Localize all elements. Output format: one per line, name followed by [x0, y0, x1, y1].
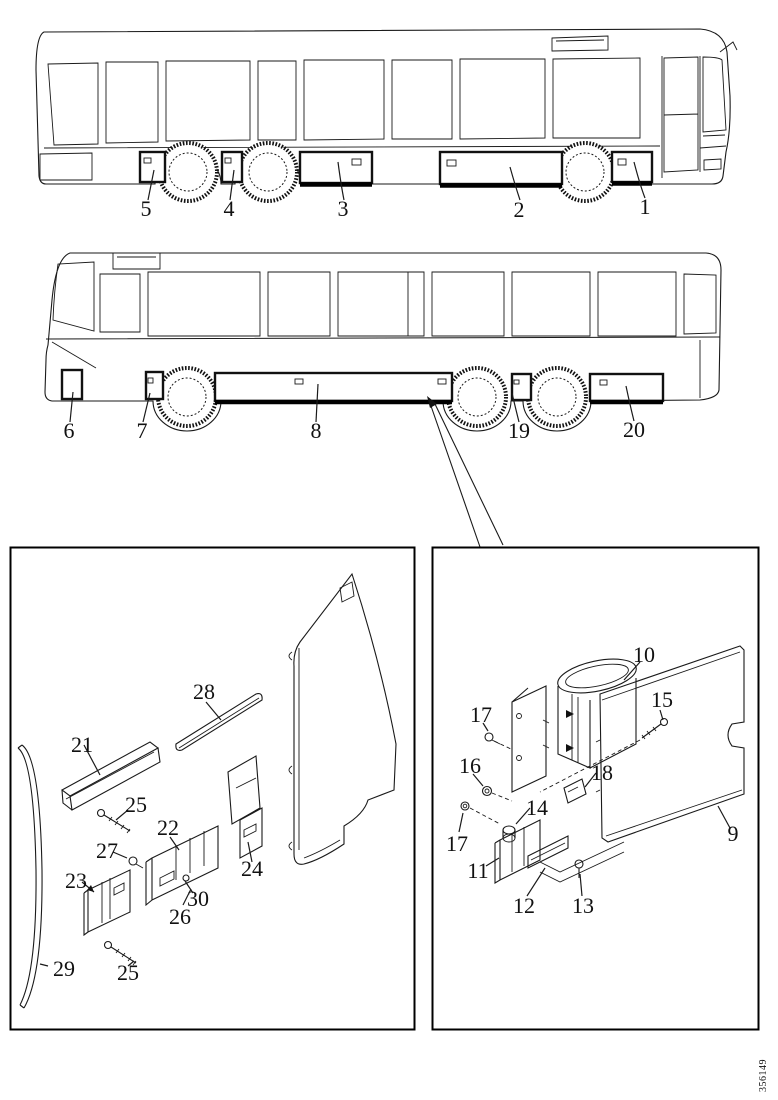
window-band	[48, 58, 640, 145]
callout-24: 24	[241, 856, 263, 881]
callout-25b: 25	[117, 960, 139, 985]
skirt-panel-3	[300, 152, 372, 185]
window-band	[100, 272, 716, 336]
skirt-panel-4	[222, 152, 242, 182]
wheel-arch-corner-panel	[289, 574, 396, 864]
skirt-panel-1	[612, 152, 652, 184]
callout-12: 12	[513, 893, 535, 918]
part-10-housing	[555, 653, 639, 768]
callout-8: 8	[310, 418, 322, 443]
leader-line	[459, 813, 463, 832]
mirror-icon	[720, 42, 737, 52]
callout-15: 15	[651, 687, 673, 712]
callout-6: 6	[63, 418, 75, 443]
leader-line	[527, 868, 545, 896]
part-29-panel	[18, 745, 42, 1008]
callout-2: 2	[513, 197, 525, 222]
part-28-strip	[176, 694, 262, 751]
figure-number: 356149	[758, 1059, 769, 1092]
callout-17b: 17	[446, 831, 468, 856]
bus-right-side-view	[36, 29, 737, 222]
callout-18: 18	[591, 760, 613, 785]
part-18-clip	[564, 779, 586, 803]
lower-rail	[540, 842, 624, 882]
part-27-bolt	[129, 857, 143, 868]
bus-left-side-view	[45, 253, 721, 443]
wheel	[159, 143, 217, 201]
windshield	[52, 262, 96, 368]
front-door	[662, 56, 700, 178]
callout-10: 10	[633, 642, 655, 667]
detail-box-right	[433, 548, 759, 1030]
part-24-bracket	[228, 756, 262, 858]
callout-26: 26	[169, 904, 191, 929]
detail-box-left	[11, 548, 415, 1030]
callout-11: 11	[467, 858, 489, 883]
part-11-bracket	[495, 820, 540, 883]
part-17-screw	[485, 733, 511, 749]
part-16-nut	[483, 787, 513, 802]
rear-hatch	[40, 153, 92, 180]
windshield	[703, 42, 737, 170]
callout-25: 25	[125, 792, 147, 817]
callout-5: 5	[140, 196, 152, 221]
headlight	[704, 159, 721, 170]
detail-box-right-frame	[433, 548, 759, 1030]
callout-1: 1	[639, 194, 651, 219]
wheel	[239, 143, 297, 201]
callout-4: 4	[223, 196, 235, 221]
wheel	[528, 368, 586, 426]
wheel	[448, 368, 506, 426]
callout-9: 9	[727, 821, 739, 846]
leader-line	[206, 702, 221, 720]
bus-body-outline	[45, 253, 721, 431]
callout-17: 17	[470, 702, 492, 727]
part-30-bolt	[183, 875, 189, 881]
wheel	[158, 368, 216, 426]
skirt-panel-8	[215, 373, 452, 402]
part-23-bracket	[84, 870, 130, 935]
skirt-panel-7	[146, 372, 163, 399]
callout-27: 27	[96, 838, 118, 863]
part-17-nut	[461, 802, 500, 824]
wheel	[556, 143, 614, 201]
leader-line	[40, 964, 48, 966]
callout-30: 30	[187, 886, 209, 911]
callout-22: 22	[157, 815, 179, 840]
callout-7: 7	[136, 418, 148, 443]
callout-19: 19	[508, 418, 530, 443]
skirt-panel-19	[512, 374, 531, 400]
callout-29: 29	[53, 956, 75, 981]
roof-hatch	[113, 253, 160, 269]
callout-21: 21	[71, 732, 93, 757]
callout-14: 14	[526, 795, 548, 820]
callout-3: 3	[337, 196, 349, 221]
callout-13: 13	[572, 893, 594, 918]
mounting-plate	[512, 686, 549, 792]
skirt-panel-6	[62, 370, 82, 399]
callout-16: 16	[459, 753, 481, 778]
callout-20: 20	[623, 417, 645, 442]
skirt-panel-2	[440, 152, 562, 186]
callout-28: 28	[193, 679, 215, 704]
roof-hatch	[552, 36, 608, 51]
callout-23: 23	[65, 868, 87, 893]
